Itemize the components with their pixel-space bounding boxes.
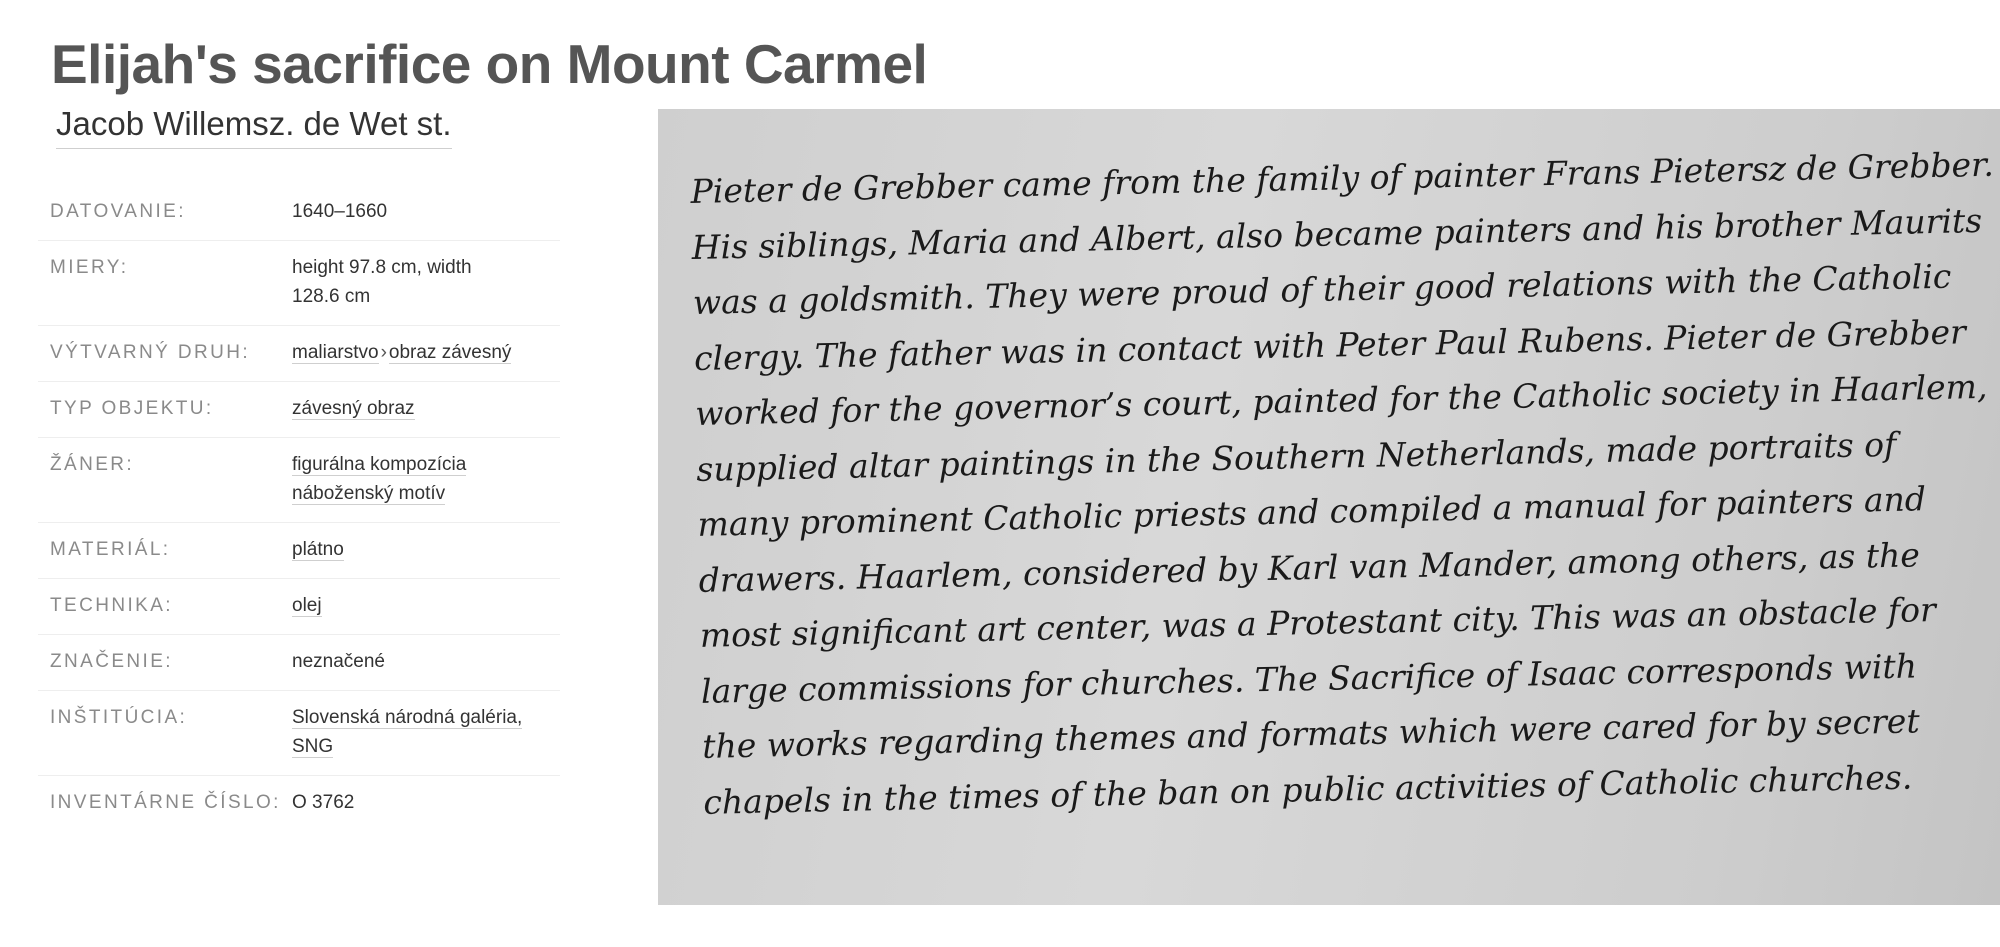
maliarstvo-link[interactable]: maliarstvo bbox=[292, 342, 379, 363]
details-row-miery bbox=[38, 241, 560, 326]
material-label: MATERIÁL: bbox=[50, 539, 171, 560]
zaner-label: ŽÁNER: bbox=[50, 454, 135, 475]
breadcrumb-separator: › bbox=[380, 342, 387, 363]
photo-text-line: supplied altar paintings in the Southern Netherlands, made portraits of bbox=[695, 424, 1897, 489]
details-row-inventarne-cislo bbox=[38, 776, 560, 832]
photo-text-line: large commissions for churches. The Sacrifice of Isaac corresponds with bbox=[700, 645, 1918, 711]
vytvarny-druh-value bbox=[292, 326, 560, 382]
photo-text-line: most significant art center, was a Protestant city. This was an obstacle for bbox=[699, 590, 1937, 655]
datovanie-value: 1640–1660 bbox=[292, 201, 388, 222]
nabozensky-motiv-link[interactable]: náboženský motív bbox=[292, 483, 446, 504]
photo-text-line: drawers. Haarlem, considered by Karl van Mander, among others, as the bbox=[698, 534, 1921, 600]
details-row-institucia bbox=[38, 691, 560, 776]
photo-text-line: worked for the governor’s court, painted for the Catholic society in Haarlem, bbox=[694, 366, 1988, 433]
datovanie-label: DATOVANIE: bbox=[50, 201, 186, 222]
typ-objektu-value bbox=[292, 382, 560, 438]
artwork-title: Elijah's sacrifice on Mount Carmel bbox=[51, 33, 928, 95]
miery-value bbox=[292, 241, 560, 326]
inventarne-cislo-label: INVENTÁRNE ČÍSLO: bbox=[50, 792, 281, 813]
miery-value-line2: 128.6 cm bbox=[292, 286, 371, 307]
details-table bbox=[38, 185, 560, 831]
znacenie-label: ZNAČENIE: bbox=[50, 651, 173, 672]
zavesny-obraz-link[interactable]: závesný obraz bbox=[292, 398, 415, 419]
institucia-value bbox=[292, 691, 560, 776]
details-row-technika bbox=[38, 579, 560, 635]
photo-text-line: Pieter de Grebber came from the family of painter Frans Pietersz de Grebber. bbox=[690, 144, 1995, 211]
zaner-value bbox=[292, 438, 560, 523]
miery-label: MIERY: bbox=[50, 257, 129, 278]
material-value bbox=[292, 523, 560, 579]
photo-text-line: chapels in the times of the ban on public activities of Catholic churches. bbox=[702, 757, 1913, 822]
olej-link[interactable]: olej bbox=[292, 595, 322, 616]
technika-value bbox=[292, 579, 560, 635]
photo-text-line: was a goldsmith. They were proud of their good relations with the Catholic bbox=[692, 256, 1952, 322]
details-row-datovanie bbox=[38, 185, 560, 241]
details-row-typ-objektu bbox=[38, 382, 560, 438]
label-photo-text bbox=[690, 137, 1995, 830]
photo-text-line: clergy. The father was in contact with Peter Paul Rubens. Pieter de Grebber bbox=[693, 311, 1967, 378]
znacenie-value: neznačené bbox=[292, 651, 385, 672]
details-row-material bbox=[38, 523, 560, 579]
details-row-zaner bbox=[38, 438, 560, 523]
typ-objektu-label: TYP OBJEKTU: bbox=[50, 398, 214, 419]
technika-label: TECHNIKA: bbox=[50, 595, 173, 616]
photo-text-line: many prominent Catholic priests and compiled a manual for painters and bbox=[697, 479, 1927, 544]
miery-value-line1: height 97.8 cm, width bbox=[292, 257, 472, 278]
photo-text-line: His siblings, Maria and Albert, also became painters and his brother Maurits bbox=[691, 200, 1983, 267]
platno-link[interactable]: plátno bbox=[292, 539, 344, 560]
institucia-label: INŠTITÚCIA: bbox=[50, 707, 188, 728]
figuralna-kompozicia-link[interactable]: figurálna kompozícia bbox=[292, 454, 467, 475]
photo-text-line: the works regarding themes and formats which were cared for by secret bbox=[701, 701, 1920, 766]
details-row-znacenie bbox=[38, 635, 560, 691]
institution-link[interactable]: Slovenská národná galéria, SNG bbox=[292, 707, 523, 757]
author-link[interactable]: Jacob Willemsz. de Wet st. bbox=[56, 102, 452, 149]
label-photo bbox=[658, 109, 2000, 905]
obraz-zavesny-link[interactable]: obraz závesný bbox=[388, 342, 512, 363]
details-row-vytvarny-druh bbox=[38, 326, 560, 382]
inventarne-cislo-value: O 3762 bbox=[292, 792, 355, 813]
vytvarny-druh-label: VÝTVARNÝ DRUH: bbox=[50, 342, 251, 363]
